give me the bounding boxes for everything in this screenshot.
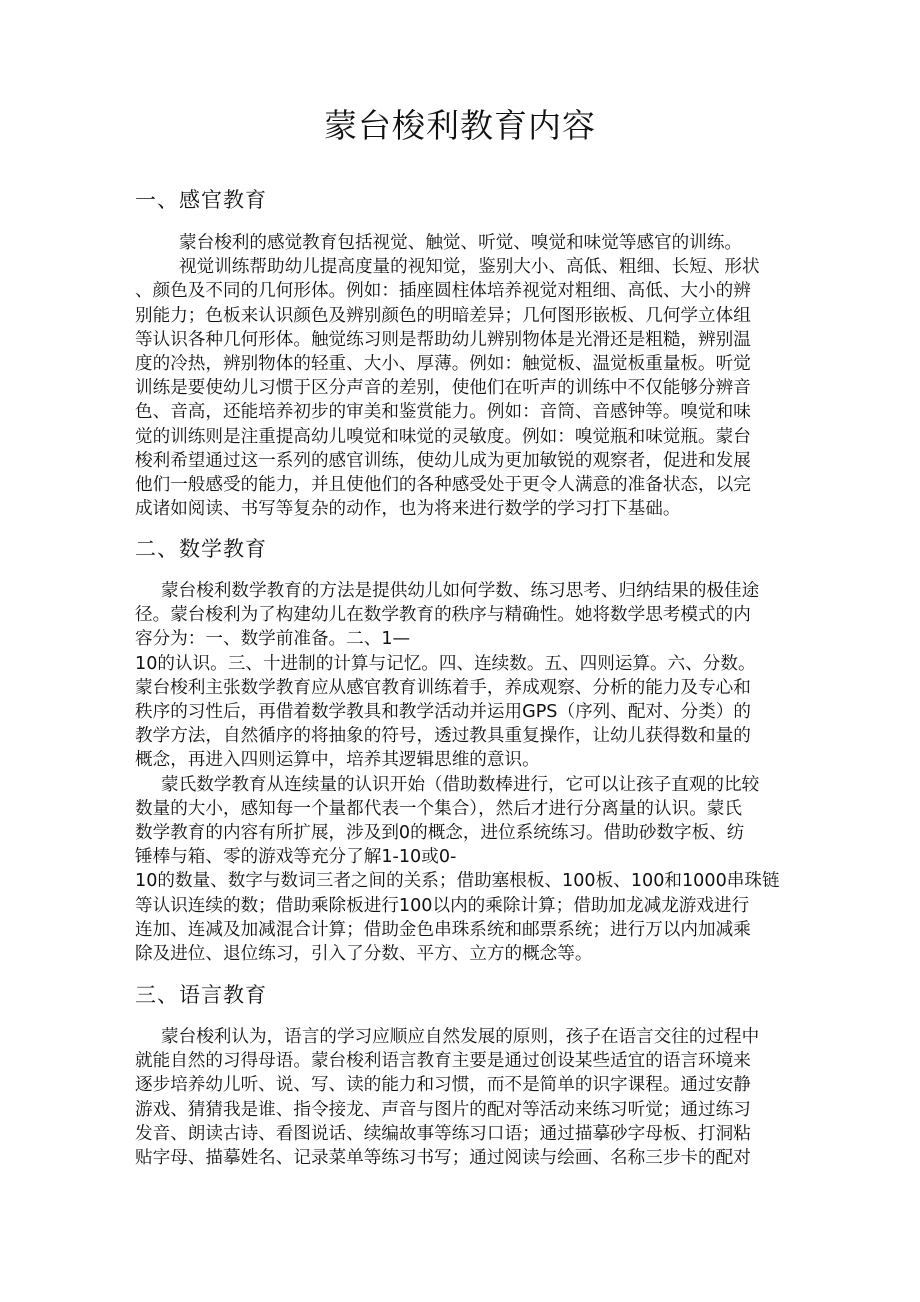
text-line: 概念，再进入四则运算中，培养其逻辑思维的意识。 xyxy=(135,750,540,771)
text-line: 色、音高，还能培养初步的审美和鉴赏能力。例如：音筒、音感钟等。嗅觉和味 xyxy=(135,402,751,423)
document-title: 蒙台梭利教育内容 xyxy=(324,106,596,145)
text-line: 连加、连减及加减混合计算；借助金色串珠系统和邮票系统；进行万以内加减乘 xyxy=(135,919,751,940)
text-line: 蒙台梭利主张数学教育应从感官教育训练着手，养成观察、分析的能力及专心和 xyxy=(135,677,751,698)
text-line: 蒙氏数学教育从连续量的认识开始（借助数棒进行，它可以让孩子直观的比较 xyxy=(161,774,760,795)
text-line: 10的认识。三、十进制的计算与记忆。四、连续数。五、四则运算。六、分数。 xyxy=(135,653,756,674)
text-line: 觉的训练则是注重提高幼儿嗅觉和味觉的灵敏度。例如：嗅觉瓶和味觉瓶。蒙台 xyxy=(135,426,751,447)
text-line: 别能力；色板来认识颜色及辨别颜色的明暗差异；几何图形嵌板、几何学立体组 xyxy=(135,305,751,326)
text-line: 教学方法，自然循序的将抽象的符号，透过教具重复操作，让幼儿获得数和量的 xyxy=(135,726,751,747)
text-line: 蒙台梭利的感觉教育包括视觉、触觉、听觉、嗅觉和味觉等感官的训练。 xyxy=(179,233,743,253)
text-line: 蒙台梭利认为，语言的学习应顺应自然发展的原则，孩子在语言交往的过程中 xyxy=(161,1027,760,1047)
paragraph xyxy=(135,1025,795,1170)
section-heading: 二、数学教育 xyxy=(135,537,267,561)
text-line: 径。蒙台梭利为了构建幼儿在数学教育的秩序与精确性。她将数学思考模式的内 xyxy=(135,605,751,626)
text-line: 等认识各种几何形体。触觉练习则是帮助幼儿辨别物体是光滑还是粗糙，辨别温 xyxy=(135,329,751,350)
section-language-education xyxy=(135,981,795,1170)
text-line: 秩序的习性后，再借着数学教具和教学活动并运用GPS（序列、配对、分类）的 xyxy=(135,702,752,723)
text-line: 除及进位、退位练习，引入了分数、平方、立方的概念等。 xyxy=(135,944,593,965)
text-line: 梭利希望通过这一系列的感官训练，使幼儿成为更加敏锐的观察者，促进和发展 xyxy=(135,450,751,471)
paragraph xyxy=(135,579,795,966)
text-line: 容分为：一、数学前准备。二、1— xyxy=(135,629,411,650)
text-line: 就能自然的习得母语。蒙台梭利语言教育主要是通过创设某些适宜的语言环境来 xyxy=(135,1051,751,1072)
text-line: 发音、朗读古诗、看图说话、续编故事等练习口语；通过描摹砂字母板、打洞粘 xyxy=(135,1123,751,1144)
text-line: 度的冷热，辨别物体的轻重、大小、厚薄。例如：触觉板、温觉板重量板。听觉 xyxy=(135,354,751,375)
text-line: 锤棒与箱、零的游戏等充分了解1-10或0- xyxy=(135,847,457,868)
text-line: 等认识连续的数；借助乘除板进行100以内的乘除计算；借助加龙减龙游戏进行 xyxy=(135,895,750,916)
text-line: 训练是要使幼儿习惯于区分声音的差别，使他们在听声的训练中不仅能够分辨音 xyxy=(135,378,751,399)
section-heading: 三、语言教育 xyxy=(135,983,267,1007)
text-line: 视觉训练帮助幼儿提高度量的视知觉，鉴别大小、高低、粗细、长短、形状 xyxy=(179,257,760,278)
section-heading: 一、感官教育 xyxy=(135,188,267,212)
text-line: 蒙台梭利数学教育的方法是提供幼儿如何学数、练习思考、归纳结果的极佳途 xyxy=(161,581,760,601)
text-line: 贴字母、描摹姓名、记录菜单等练习书写；通过阅读与绘画、名称三步卡的配对 xyxy=(135,1148,751,1169)
text-line: 数量的大小，感知每一个量都代表一个集合），然后才进行分离量的认识。蒙氏 xyxy=(135,798,742,819)
text-line: 他们一般感受的能力，并且使他们的各种感受处于更令人满意的准备状态，以完 xyxy=(135,475,751,496)
paragraph xyxy=(135,231,795,521)
text-line: 成诸如阅读、书写等复杂的动作，也为将来进行数学的学习打下基础。 xyxy=(135,499,681,520)
text-line: 游戏、猜猜我是谁、指令接龙、声音与图片的配对等活动来练习听觉；通过练习 xyxy=(135,1099,751,1120)
section-math-education xyxy=(135,535,795,966)
text-line: 数学教育的内容有所扩展，涉及到0的概念，进位系统练习。借助砂数字板、纺 xyxy=(135,823,745,844)
text-line: 、颜色及不同的几何形体。例如：插座圆柱体培养视觉对粗细、高低、大小的辨 xyxy=(135,281,751,302)
text-line: 10的数量、数字与数词三者之间的关系；借助塞根板、100板、100和1000串珠链 xyxy=(135,871,780,892)
text-line: 逐步培养幼儿听、说、写、读的能力和习惯，而不是简单的识字课程。通过安静 xyxy=(135,1075,751,1096)
section-sensory-education xyxy=(135,186,795,521)
